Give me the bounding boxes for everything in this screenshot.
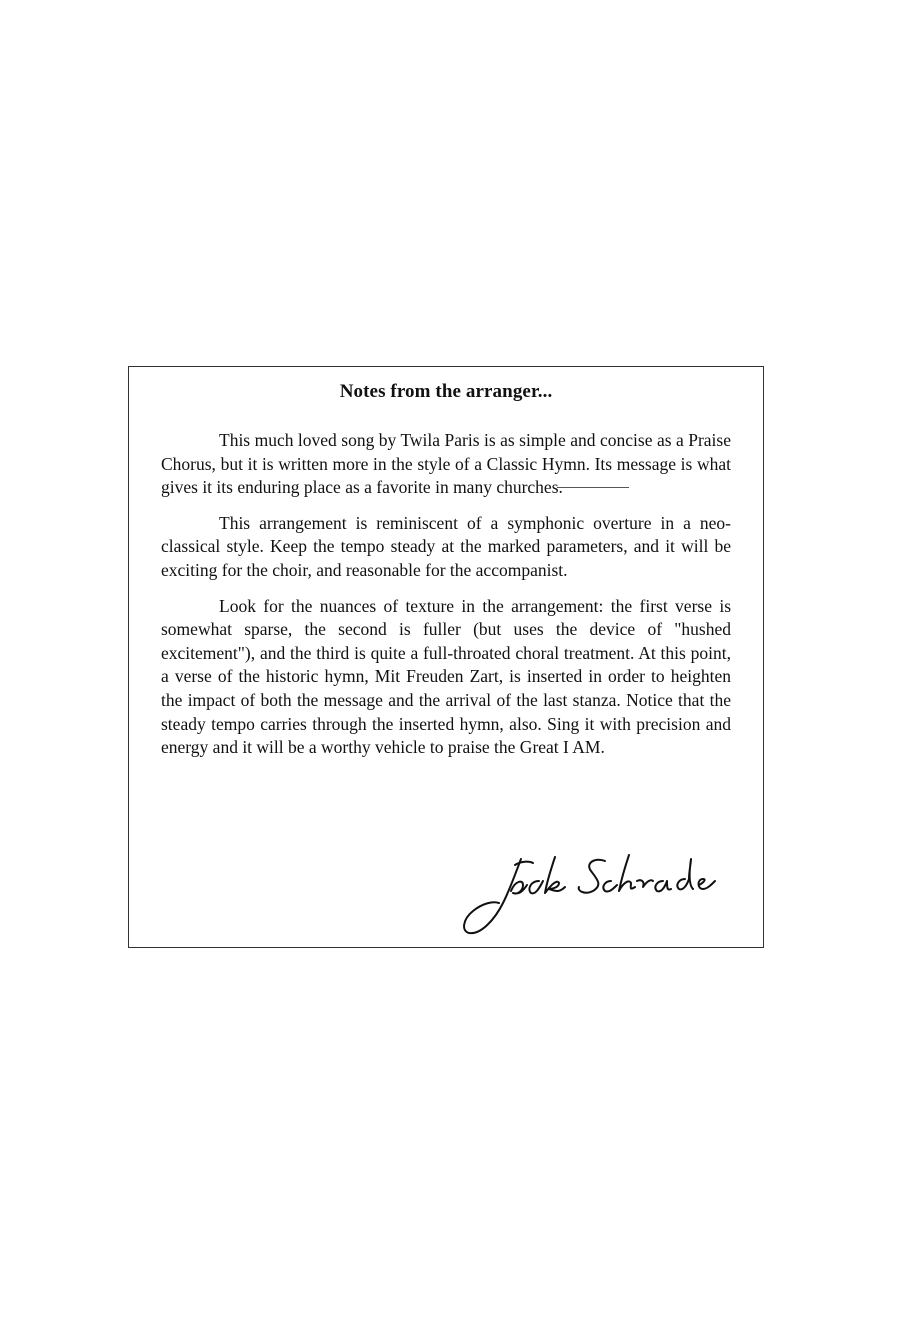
notes-title: Notes from the arranger... — [339, 381, 553, 402]
notes-paragraph-3: Look for the nuances of texture in the arrangement: the first verse is somewhat sparse, the second is fuller (but uses the device of "hushed excitement"), and the third is quite a full-throated choral treatment. At this point, a verse of the historic hymn, Mit Freuden Zart, is inserted in order to heighten the impact of both the message and the arrival of the last stanza. Notice that the steady tempo carries through the inserted hymn, also. Sing it with precision and energy and it will be a worthy vehicle to praise the Great I AM. — [161, 595, 731, 758]
notes-paragraph-2: This arrangement is reminiscent of a symphonic overture in a neo-classical style. Keep the tempo steady at the marked parameters, and it will be exciting for the choir, and reasonable for the accompanist. — [161, 512, 731, 580]
stray-line-mark — [557, 487, 629, 488]
arranger-notes-box — [128, 366, 764, 948]
signature-scribble — [459, 851, 719, 941]
notes-paragraph-1-text: This much loved song by Twila Paris is as simple and concise as a Praise Chorus, but it is written more in the style of a Classic Hymn. Its message is what gives it its enduring place as a favorite in many churches. — [161, 430, 731, 498]
notes-paragraph-1 — [161, 429, 731, 500]
handwritten-signature — [459, 851, 719, 941]
